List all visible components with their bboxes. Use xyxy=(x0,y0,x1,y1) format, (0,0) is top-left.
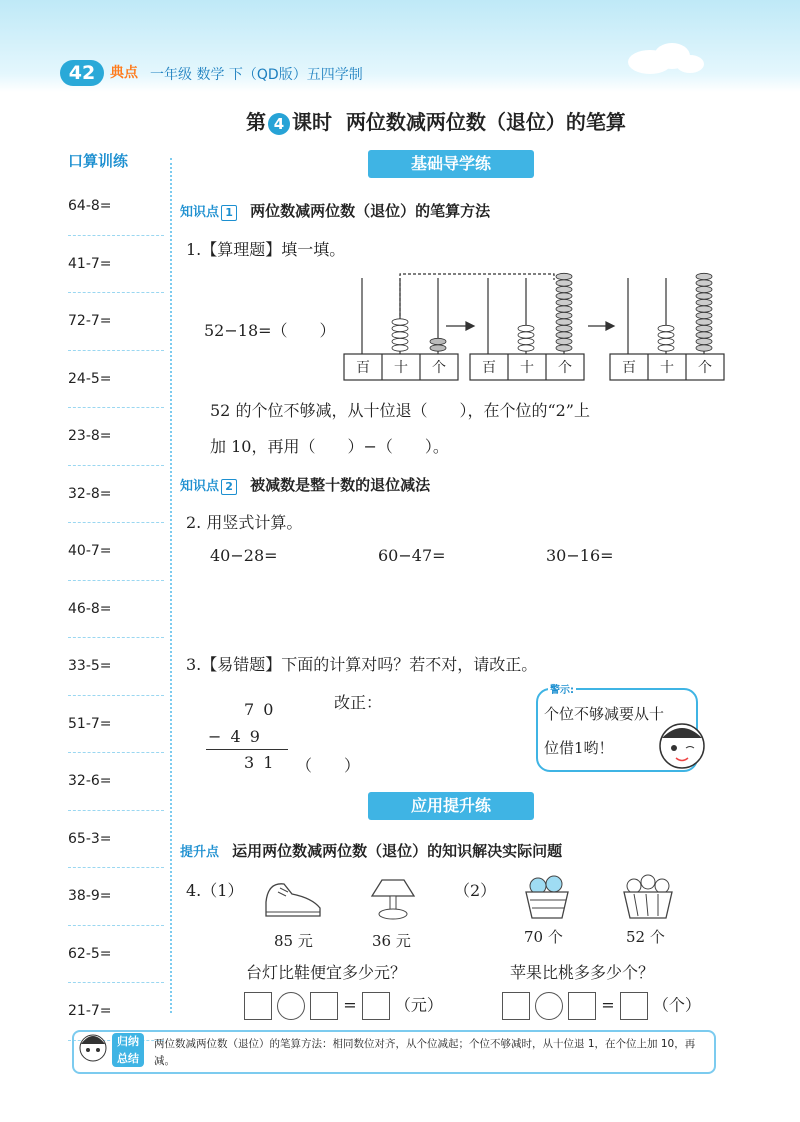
abacus-bead xyxy=(518,338,534,344)
abacus-bead xyxy=(658,345,674,351)
answer-box[interactable] xyxy=(502,992,530,1020)
q3-minuend: 7 0 xyxy=(244,700,276,719)
abacus-label: 十 xyxy=(394,360,408,376)
summary-tag: 归纳 总结 xyxy=(112,1033,144,1067)
drill-item: 33-5= xyxy=(68,638,164,696)
abacus-bead xyxy=(556,280,572,286)
abacus-bead xyxy=(392,319,408,325)
q3-label: 3.【易错题】下面的计算对吗？若不对，请改正。 xyxy=(186,655,538,674)
drill-item: 21-7= xyxy=(68,983,164,1041)
abacus-bead xyxy=(392,325,408,331)
lesson-suffix: 课时 xyxy=(292,110,332,134)
abacus-bead xyxy=(696,299,712,305)
hint-line2: 位借1哟！ xyxy=(544,739,614,757)
lesson-number: 4 xyxy=(268,113,290,135)
abacus-bead xyxy=(696,273,712,279)
abacus-label: 个 xyxy=(558,360,572,376)
q4-answer-2 xyxy=(502,992,701,1020)
knowledge-point-1 xyxy=(180,200,490,221)
q1-line2: 加 10，再用（ ）−（ ）。 xyxy=(210,437,449,456)
abacus-bead xyxy=(696,345,712,351)
peach-count: 52 个 xyxy=(626,928,665,946)
answer-box[interactable] xyxy=(310,992,338,1020)
hint-line1: 个位不够减要从十 xyxy=(544,705,665,723)
lesson-title xyxy=(246,106,626,135)
abacus-bead xyxy=(392,332,408,338)
drill-item: 41-7= xyxy=(68,236,164,294)
drill-item: 51-7= xyxy=(68,696,164,754)
drill-item: 23-8= xyxy=(68,408,164,466)
shoe-price: 85 元 xyxy=(274,932,313,950)
hint-tag: 警示: xyxy=(548,681,576,696)
abacus-bead xyxy=(518,332,534,338)
answer-box[interactable] xyxy=(568,992,596,1020)
operator-circle[interactable] xyxy=(277,992,305,1020)
abacus-label: 个 xyxy=(432,360,446,376)
drill-item: 40-7= xyxy=(68,523,164,581)
q2-expr-1: 40−28= xyxy=(210,546,278,565)
abacus-bead xyxy=(556,299,572,305)
drill-item: 46-8= xyxy=(68,581,164,639)
abacus-bead xyxy=(658,338,674,344)
apple-basket-icon xyxy=(520,870,574,924)
q3-result: 3 1 xyxy=(244,753,276,772)
answer-box[interactable] xyxy=(362,992,390,1020)
section-banner-apply: 应用提升练 xyxy=(368,792,534,820)
abacus-bead xyxy=(696,306,712,312)
abacus-bead xyxy=(556,345,572,351)
q4-question-2: 苹果比桃多多少个？ xyxy=(510,963,655,982)
course-label: 一年级 数学 下（QD版）五四学制 xyxy=(150,67,363,83)
abacus-bead xyxy=(696,325,712,331)
drill-item: 32-8= xyxy=(68,466,164,524)
abacus-diagram xyxy=(340,268,730,386)
q2-label: 2. 用竖式计算。 xyxy=(186,513,303,532)
abacus-bead xyxy=(696,338,712,344)
abacus-label: 十 xyxy=(520,360,534,376)
drill-item: 24-5= xyxy=(68,351,164,409)
page-number: 42 xyxy=(60,60,104,86)
drill-item: 64-8= xyxy=(68,178,164,236)
lesson-prefix: 第 xyxy=(246,110,266,134)
mascot-icon xyxy=(76,1030,110,1074)
abacus-bead xyxy=(556,332,572,338)
drill-item: 62-5= xyxy=(68,926,164,984)
drill-item: 32-6= xyxy=(68,753,164,811)
q4-label: 4.（1） xyxy=(186,881,244,900)
q3-subtrahend: − 4 9 xyxy=(208,727,262,746)
abacus-label: 十 xyxy=(660,360,674,376)
abacus-bead xyxy=(556,325,572,331)
kp-text: 两位数减两位数（退位）的笔算方法 xyxy=(250,202,491,220)
q2-expr-3: 30−16= xyxy=(546,546,614,565)
shoe-icon xyxy=(262,872,324,922)
drill-item: 38-9= xyxy=(68,868,164,926)
q3-rule xyxy=(206,749,288,750)
abacus-bead xyxy=(392,345,408,351)
tip-tag: 提升点 xyxy=(180,845,220,860)
abacus-bead xyxy=(556,312,572,318)
equals-sign: = xyxy=(601,995,615,1015)
operator-circle[interactable] xyxy=(535,992,563,1020)
abacus-bead xyxy=(518,345,534,351)
knowledge-point-2 xyxy=(180,474,430,495)
kp-text: 被减数是整十数的退位减法 xyxy=(250,476,431,494)
unit-label: （元） xyxy=(394,995,443,1015)
q4-question-1: 台灯比鞋便宜多少元？ xyxy=(246,963,407,982)
oral-drill-list xyxy=(68,178,164,1041)
abacus-bead xyxy=(556,338,572,344)
abacus-label: 百 xyxy=(356,360,370,376)
answer-box[interactable] xyxy=(620,992,648,1020)
section-banner-basic: 基础导学练 xyxy=(368,150,534,178)
lamp-icon xyxy=(366,874,420,924)
apple-count: 70 个 xyxy=(524,928,563,946)
q2-expr-2: 60−47= xyxy=(378,546,446,565)
boy-mascot-icon xyxy=(652,716,714,778)
q1-line1: 52 的个位不够减，从十位退（ ），在个位的“2”上 xyxy=(210,401,590,420)
lamp-price: 36 元 xyxy=(372,932,411,950)
abacus-bead xyxy=(696,319,712,325)
q1-label: 1.【算理题】填一填。 xyxy=(186,240,346,259)
q3-correct-label: 改正： xyxy=(334,693,383,712)
q3-judge: （ ） xyxy=(296,756,361,775)
column-divider xyxy=(170,158,172,1013)
drill-item: 65-3= xyxy=(68,811,164,869)
answer-box[interactable] xyxy=(244,992,272,1020)
unit-label: （个） xyxy=(652,995,701,1015)
abacus-bead xyxy=(556,273,572,279)
abacus-bead xyxy=(392,338,408,344)
lesson-name: 两位数减两位数（退位）的笔算 xyxy=(345,110,626,134)
abacus-bead xyxy=(696,286,712,292)
equals-sign: = xyxy=(343,995,357,1015)
abacus-bead xyxy=(430,338,446,344)
q4-label-2: （2） xyxy=(454,881,497,900)
abacus-bead xyxy=(556,319,572,325)
abacus-bead xyxy=(696,280,712,286)
kp-tag: 知识点 2 xyxy=(180,479,237,494)
q4-answer-1 xyxy=(244,992,443,1020)
abacus-bead xyxy=(430,345,446,351)
abacus-label: 百 xyxy=(622,360,636,376)
abacus-bead xyxy=(556,286,572,292)
abacus-bead xyxy=(658,325,674,331)
abacus-bead xyxy=(658,332,674,338)
abacus-bead xyxy=(518,325,534,331)
review-tag: 口算训练 xyxy=(68,152,129,170)
summary-text: 两位数减两位数（退位）的笔算方法：相同数位对齐，从个位减起；个位不够减时，从十位退 1，在个位上加 10，再减。 xyxy=(154,1038,696,1067)
peach-basket-icon xyxy=(620,870,676,924)
drill-item: 72-7= xyxy=(68,293,164,351)
kp-tag: 知识点 1 xyxy=(180,205,237,220)
brand-logo: 典点 xyxy=(110,65,138,81)
abacus-bead xyxy=(556,306,572,312)
abacus-bead xyxy=(696,312,712,318)
cloud-icon xyxy=(620,38,710,78)
tip-text: 运用两位数减两位数（退位）的知识解决实际问题 xyxy=(232,842,563,860)
abacus-label: 百 xyxy=(482,360,496,376)
abacus-bead xyxy=(556,293,572,299)
abacus-bead xyxy=(696,332,712,338)
abacus-bead xyxy=(696,293,712,299)
improvement-point xyxy=(180,840,562,861)
q1-expression: 52−18=（ ） xyxy=(204,321,336,340)
abacus-label: 个 xyxy=(698,360,712,376)
